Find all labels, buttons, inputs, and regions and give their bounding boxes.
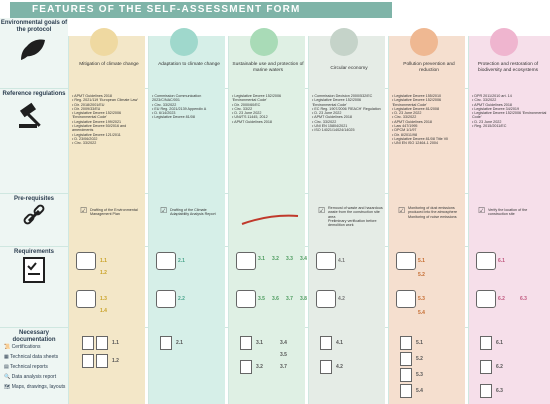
document-icon [480, 336, 492, 350]
req-tag: 6.2 [498, 296, 505, 302]
doc-tag: 6.1 [496, 340, 503, 346]
document-icon [160, 336, 172, 350]
doc-tag: 3.4 [280, 340, 287, 346]
document-icon [96, 354, 108, 368]
prereq-circular: Removal of waste and hazardous waste from the construction site area Preliminary verification before demolition work [328, 206, 383, 228]
req-tag: 3.5 [258, 296, 265, 302]
doc-tag: 1.1 [112, 340, 119, 346]
bulb-icon [76, 252, 96, 270]
req-tag: 1.4 [100, 308, 107, 314]
legend-data-sheets: ▦ Technical data sheets [4, 354, 59, 360]
water-shield-icon [236, 252, 256, 270]
row-prereq: Pre-requisites [0, 194, 68, 246]
doc-tag: 3.1 [256, 340, 263, 346]
document-icon [400, 368, 412, 382]
req-tag: 3.7 [286, 296, 293, 302]
regs-circular: • Commission Decision 2000/532/EC • Legislative Decree 152/2006 'Environmental Code' • EC Reg. 1907/2006 'REACH' Regulation • D. 23 June 2022 • APMT Guidelines 2018 • Circ. 33/2022 • UNI EN 15804/2021 • ISO 14021/14024/14025 [312, 94, 381, 133]
check-icon: ☑ [318, 206, 326, 215]
water-drop-icon [250, 28, 278, 56]
leaf-tree-icon [476, 290, 496, 308]
req-tag: 1.1 [100, 258, 107, 264]
document-icon [96, 336, 108, 350]
document-icon [82, 336, 94, 350]
check-icon: ☑ [80, 206, 88, 215]
req-tag: 6.3 [520, 296, 527, 302]
doc-tag: 2.1 [176, 340, 183, 346]
doc-tag: 4.2 [336, 364, 343, 370]
doc-tag: 5.4 [416, 388, 423, 394]
prereq-pollution: Monitoring of dust emissions produced into the atmosphere Monitoring of noise emissions [408, 206, 457, 219]
req-tag: 3.4 [300, 256, 307, 262]
checklist-icon [22, 256, 46, 284]
req-tag: 1.3 [100, 296, 107, 302]
org-chart-icon [156, 252, 176, 270]
doc-tag: 6.2 [496, 364, 503, 370]
regs-adaptation: • Commission Communication 2023/C/NAC/001 • Circ. 33/2022 • EU Reg. 2021/2139 Appendix A • D. 6/14/2023 • Legislative Decree 81/08 [152, 94, 207, 120]
legend-technical-reports: ▤ Technical reports [4, 364, 48, 370]
sprout-icon [476, 252, 496, 270]
document-icon [400, 336, 412, 350]
row-documentation: Necessary documentation [0, 328, 68, 404]
leaf-icon [19, 34, 49, 62]
req-tag: 5.2 [418, 272, 425, 278]
req-tag: 5.3 [418, 296, 425, 302]
document-icon [400, 352, 412, 366]
doc-tag: 5.2 [416, 356, 423, 362]
doc-tag: 1.2 [112, 358, 119, 364]
link-icon [21, 203, 47, 229]
gavel-icon [16, 98, 52, 132]
req-tag: 5.1 [418, 258, 425, 264]
req-tag: 1.2 [100, 270, 107, 276]
check-icon: ☑ [478, 206, 486, 215]
req-tag: 3.6 [272, 296, 279, 302]
legend-certifications: 📜 Certifications [4, 344, 41, 350]
doc-tag: 5.3 [416, 372, 423, 378]
people-icon [156, 290, 176, 308]
flower-icon [490, 28, 518, 56]
features-self-assessment-form: FEATURES OF THE SELF-ASSESSMENT FORM Environmental goals of the protocol Reference regulations Pre-requisites Requirements Necessary documentation Mitigation of climate change Adaptation to climate change Sustainable use and protection of marine waters Circular economy Pollution prevention and reduction Protection and restoration of biodiversity and ecosystems • APMT Guidelines 2018 • Reg. 2021/119 'European Climate Law' • Dir. 2018/2001/EU • Dir. 2009/33/EU • Legislative Decree 152/2006 'Environmental Code' • Legislative Decree 199/2021 • Legislative Decree 50/2016 and amendments • Legislative Decree 121/2011 • D. 23/06/2022 • Circ. 33/2022 • Commission Communication 2023/C/NAC/001 • Circ. 33/2022 • EU Reg. 2021/2139 Appendix A • D. 6/14/2023 • Legislative Decree 81/08 • Legislative Decree 152/2006 'Environmental Code' • Dir. 2000/60/EC • Circ. 33/22 • D. 23 June 2022 • UNI/TS 11445, 2012 • APMT Guidelines 2018 • Commission Decision 2000/532/EC • Legislative Decree 152/2006 'Environmental Code' • EC Reg. 1907/2006 'REACH' Regulation • D. 23 June 2022 • APMT Guidelines 2018 • Circ. 33/2022 • UNI EN 15804/2021 • ISO 14021/14024/14025 • Legislative Decree 155/2010 • Legislative Decree 152/2006 'Environmental Code' • Legislative Decree 81/2008 • D. 23 June 2022 • Circ. 33/2022 • APMT Guidelines 2018 • Law 447/1995 • DPCM 1/1/97 • Dir. 8/2011/98 • Legislative Decree 81/08 Title VII • UNI EN ISO 12464-1 2004 • DPR 2011/2010 art. 14 • Circ. 33/2022 • APMT Guidelines 2018 • Legislative Decree 34/2019 • Legislative Decree 152/2006 'Environmental Code' • D. 23 June 2022 • Reg. 2015/2011/EC ☑ Drafting of the Environmental Management Plan ☑ Drafting of the Climate Adaptability Analysis Report ☑ Removal of waste and hazardous waste from the construction site area Preliminary verification before demolition work ☑ Monitoring of dust emissions produced into the atmosphere Monitoring of noise emissions ☑ Verify the location of the construction site 1.1 1.2 1.3 1.4 2.1 2.2 3.1 3.2 3.3 3.4 3.5 3.6 3.7 3.8 4.1 4.2 5.1 5.2 5.3 5.4 6.1 6.2 6.3 📜 Certifications ▦ Technical data sheets ▤ Technical reports 🔍 Data analysis report 🗺 Maps, drawings, layouts 1.1 1.2 2.1 3.1 3.2 3.4 3.5 3.7 4.1 4.2 5.1 5.2 5.3 5.4 6.1 6.2 6.3 [0, 0, 550, 404]
flask-icon [316, 290, 336, 308]
document-icon [320, 336, 332, 350]
doc-tag: 3.7 [280, 364, 287, 370]
req-tag: 3.2 [272, 256, 279, 262]
regs-pollution: • Legislative Decree 155/2010 • Legislative Decree 152/2006 'Environmental Code' • Legislative Decree 81/2008 • D. 23 June 2022 • Circ. 33/2022 • APMT Guidelines 2018 • Law 447/1995 • DPCM 1/1/97 • Dir. 8/2011/98 • Legislative Decree 81/08 Title VII • UNI EN ISO 12464-1 2004 [392, 94, 449, 146]
req-tag: 5.4 [418, 310, 425, 316]
factory-icon [410, 28, 438, 56]
document-icon [400, 384, 412, 398]
req-tag: 6.1 [498, 258, 505, 264]
row-env-goals: Environmental goals of the protocol [0, 18, 68, 88]
recycle-icon [330, 28, 358, 56]
req-tag: 2.1 [178, 258, 185, 264]
document-icon [480, 384, 492, 398]
req-tag: 4.2 [338, 296, 345, 302]
not-applicable-stroke [240, 212, 300, 226]
hands-icon [236, 290, 256, 308]
row-requirements: Requirements [0, 247, 68, 327]
legend-data-analysis: 🔍 Data analysis report [4, 374, 57, 380]
form-title: FEATURES OF THE SELF-ASSESSMENT FORM [10, 2, 392, 18]
req-tag: 3.8 [300, 296, 307, 302]
regs-marine: • Legislative Decree 152/2006 'Environmental Code' • Dir. 2000/60/EC • Circ. 33/22 • D. 23 June 2022 • UNI/TS 11445, 2012 • APMT Guidelines 2018 [232, 94, 282, 124]
document-icon [320, 360, 332, 374]
doc-tag: 3.2 [256, 364, 263, 370]
speaker-icon [396, 290, 416, 308]
req-tag: 4.1 [338, 258, 345, 264]
doc-tag: 3.5 [280, 352, 287, 358]
check-icon: ☑ [398, 206, 406, 215]
legend-maps: 🗺 Maps, drawings, layouts [4, 384, 66, 390]
smoke-icon [396, 252, 416, 270]
document-icon [82, 354, 94, 368]
document-icon [240, 360, 252, 374]
car-icon [76, 290, 96, 308]
row-reference: Reference regulations [0, 89, 68, 193]
regs-mitigation: • APMT Guidelines 2018 • Reg. 2021/119 'European Climate Law' • Dir. 2018/2001/EU • Dir. 2009/33/EU • Legislative Decree 152/2006 'Environmental Code' • Legislative Decree 199/2021 • Legislative Decree 50/2016 and amendments • Legislative Decree 121/2011 • D. 23/06/2022 • Circ. 33/2022 [72, 94, 138, 146]
check-icon: ☑ [160, 206, 168, 215]
document-icon [240, 336, 252, 350]
prereq-adaptation: Drafting of the Climate Adaptability Analysis Report [170, 208, 216, 217]
doc-tag: 4.1 [336, 340, 343, 346]
req-tag: 3.3 [286, 256, 293, 262]
prereq-mitigation: Drafting of the Environmental Management Plan [90, 208, 138, 217]
req-tag: 2.2 [178, 296, 185, 302]
thermometer-icon [90, 28, 118, 56]
prereq-biodiversity: Verify the location of the construction site [488, 208, 528, 217]
recycle-arrows-icon [316, 252, 336, 270]
sun-plant-icon [170, 28, 198, 56]
doc-tag: 6.3 [496, 388, 503, 394]
document-icon [480, 360, 492, 374]
req-tag: 3.1 [258, 256, 265, 262]
regs-biodiversity: • DPR 2011/2010 art. 14 • Circ. 33/2022 • APMT Guidelines 2018 • Legislative Decree 34/2019 • Legislative Decree 152/2006 'Environmental Code' • D. 23 June 2022 • Reg. 2015/2011/EC [472, 94, 547, 129]
doc-tag: 5.1 [416, 340, 423, 346]
